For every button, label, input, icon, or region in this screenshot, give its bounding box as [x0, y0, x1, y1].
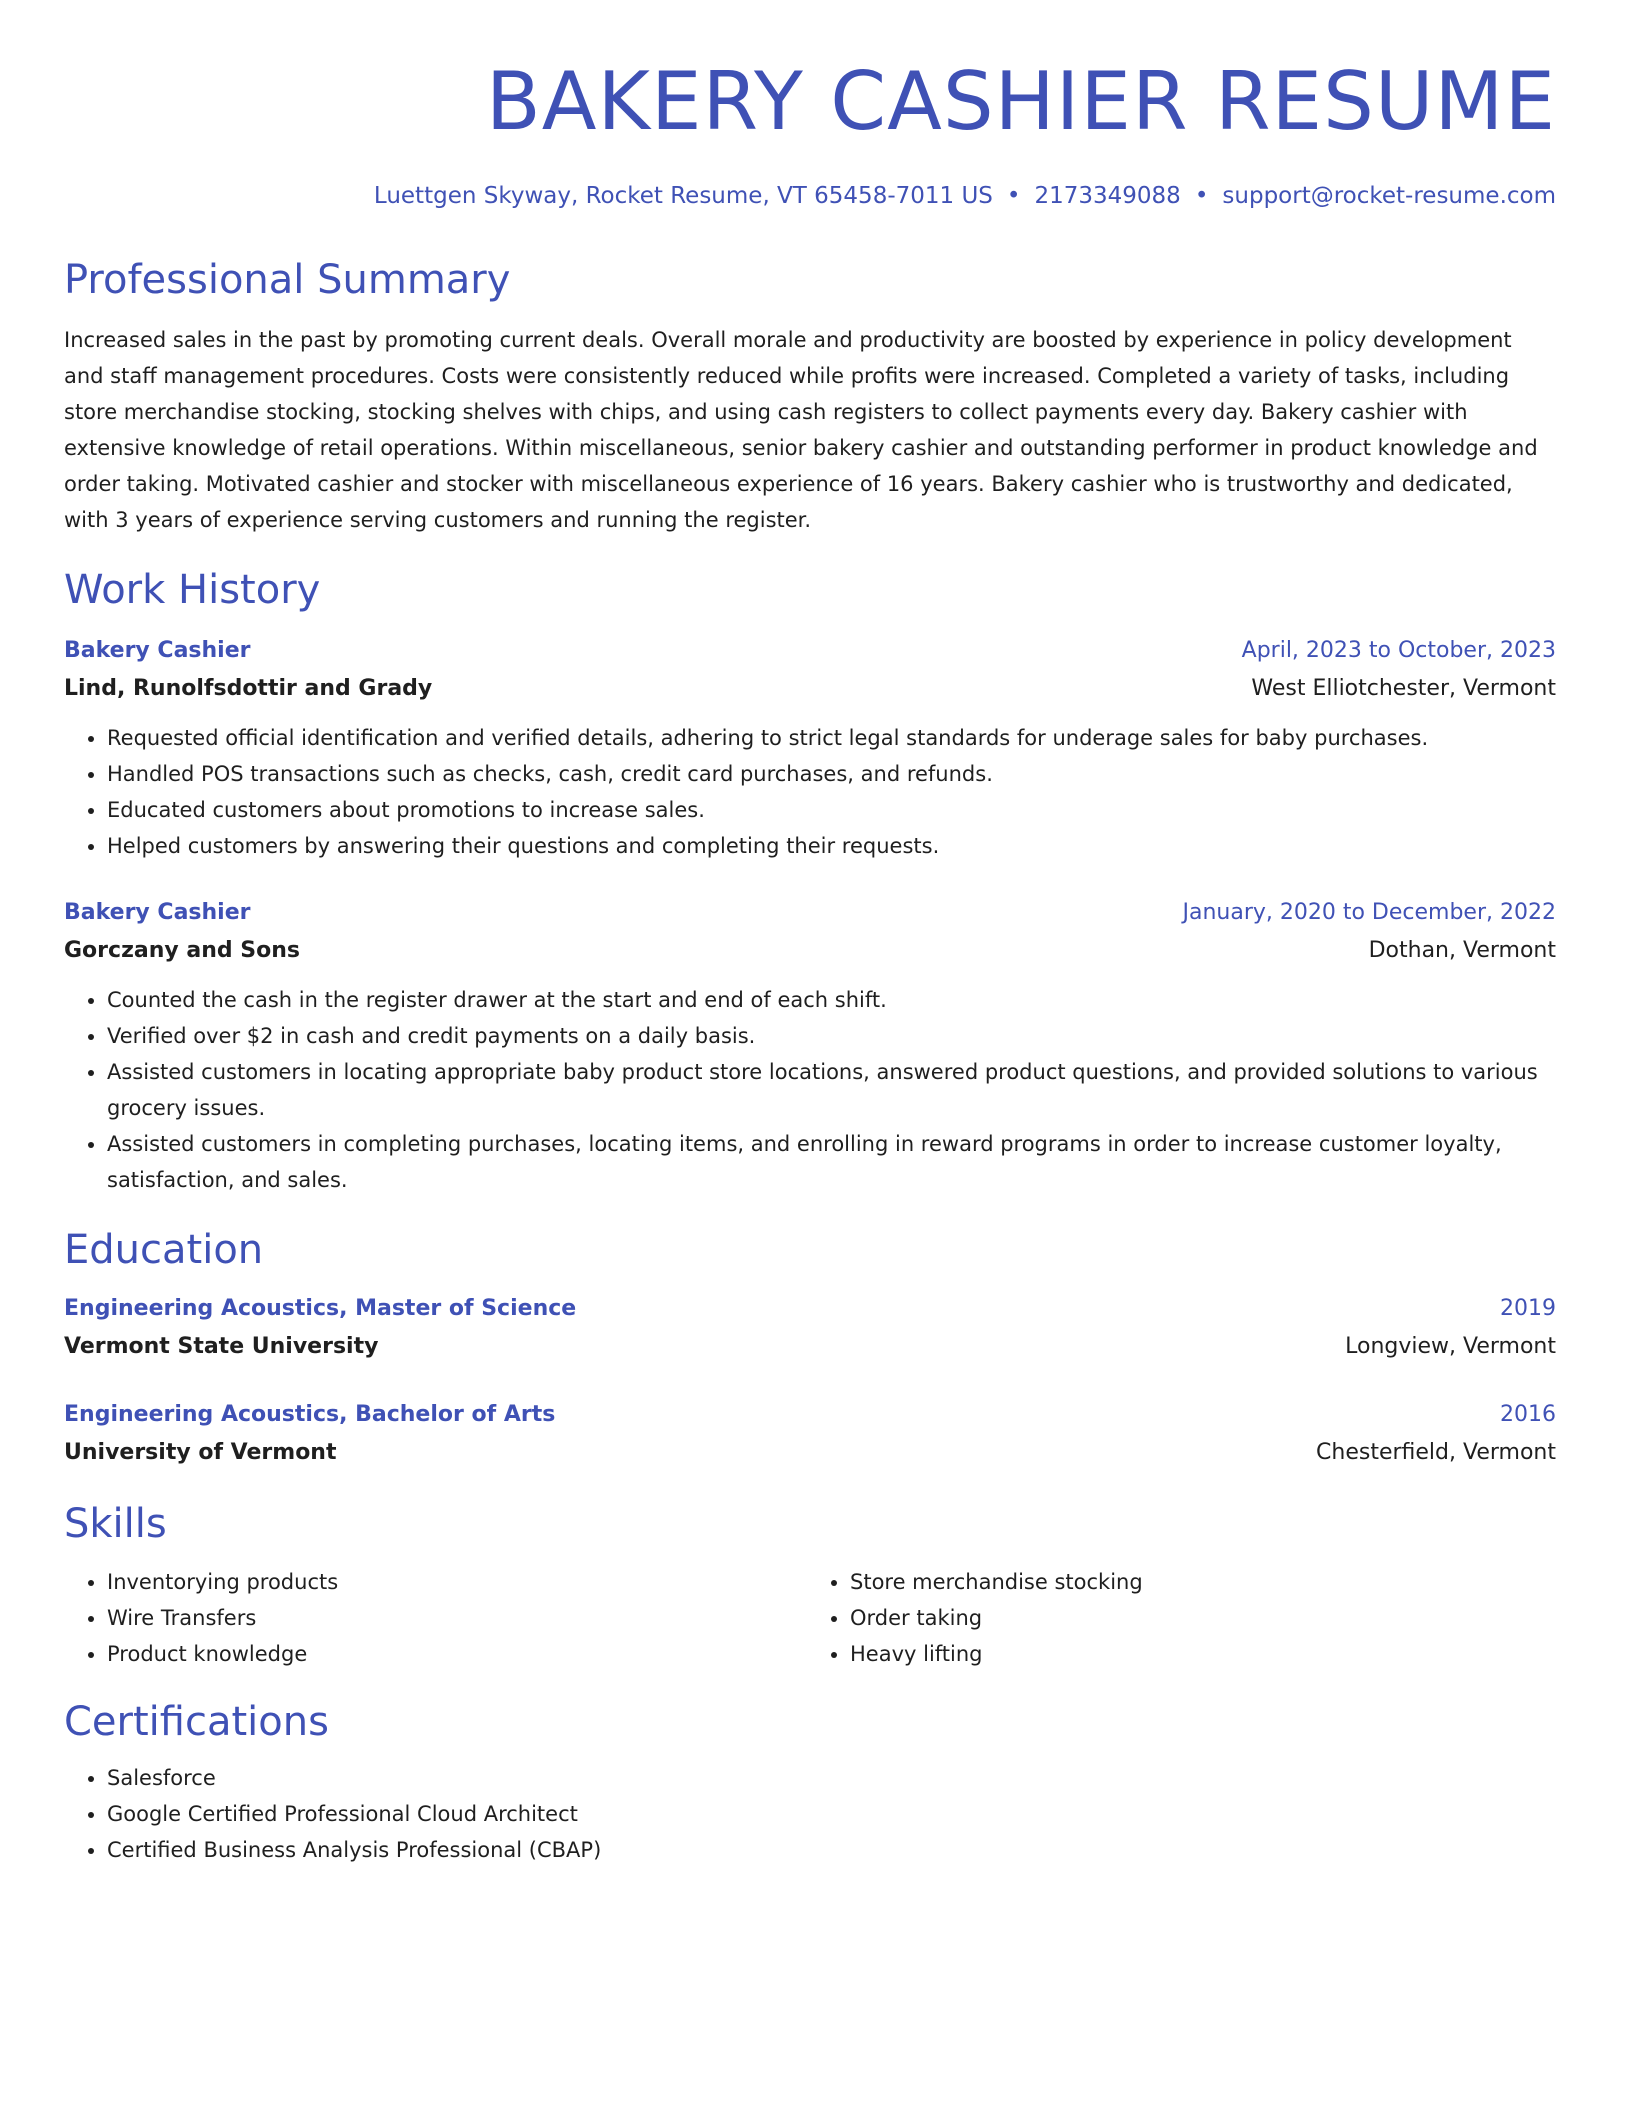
job-company-row: [64, 932, 1556, 970]
skill-item: • Inventorying products: [107, 1564, 807, 1600]
job-dates: April, 2023 to October, 2023: [1241, 638, 1556, 663]
education-location: Chesterfield, Vermont: [1316, 1440, 1556, 1465]
contact-separator: •: [1194, 183, 1209, 209]
education-degree: Engineering Acoustics, Master of Science: [64, 1296, 577, 1321]
certification-item: • Certified Business Analysis Professional (CBAP): [107, 1832, 1556, 1868]
job-duty: • Handled POS transactions such as checks, cash, credit card purchases, and refunds.: [107, 756, 1556, 792]
job-entry: [64, 632, 1556, 864]
job-entry: [64, 894, 1556, 1198]
education-header-row: [64, 1396, 1556, 1434]
summary-heading: Professional Summary: [64, 257, 511, 303]
job-duties-list: [64, 982, 1556, 1198]
certifications-list: [64, 1760, 1556, 1868]
certification-item: • Google Certified Professional Cloud Architect: [107, 1796, 1556, 1832]
summary-text: Increased sales in the past by promoting current deals. Overall morale and productivity are boosted by experience in policy development and staff management procedures. Costs were consistently reduced while profits were increased. Completed a variety of tasks, including store merchandise stocking, stocking shelves with chips, and using cash registers to collect payments every day. Bakery cashier with extensive knowledge of retail operations. Within miscellaneous, senior bakery cashier and outstanding performer in product knowledge and order taking. Motivated cashier and stocker with miscellaneous experience of 16 years. Bakery cashier who is trustworthy and dedicated, with 3 years of experience serving customers and running the register.: [64, 328, 1538, 532]
job-role: Bakery Cashier: [64, 638, 251, 663]
education-school: Vermont State University: [64, 1334, 379, 1359]
job-duty: • Educated customers about promotions to increase sales.: [107, 792, 1556, 828]
education-location: Longview, Vermont: [1345, 1334, 1556, 1359]
job-company: Lind, Runolfsdottir and Grady: [64, 676, 433, 701]
job-duty: • Assisted customers in completing purchases, locating items, and enrolling in reward programs in order to increase customer loyalty, satisfaction, and sales.: [107, 1126, 1556, 1198]
education-year: 2019: [1500, 1296, 1556, 1321]
resume-title: BAKERY CASHIER RESUME: [485, 55, 1556, 148]
job-company-row: [64, 670, 1556, 708]
resume-page: [64, 0, 1556, 1868]
certification-item: • Salesforce: [107, 1760, 1556, 1796]
skill-item: • Heavy lifting: [850, 1636, 1550, 1672]
skills-columns: [64, 1564, 1556, 1672]
education-entry: [64, 1290, 1556, 1366]
skills-list-left: [64, 1564, 807, 1672]
address-text: Luettgen Skyway, Rocket Resume, VT 65458-7011 US: [373, 183, 993, 209]
skill-item: • Order taking: [850, 1600, 1550, 1636]
email-link[interactable]: support@rocket-resume.com: [1222, 183, 1556, 209]
job-header-row: [64, 894, 1556, 932]
education-heading: Education: [64, 1227, 264, 1273]
skill-item: • Store merchandise stocking: [850, 1564, 1550, 1600]
job-header-row: [64, 632, 1556, 670]
job-company: Gorczany and Sons: [64, 938, 301, 963]
phone-text: 2173349088: [1034, 183, 1181, 209]
job-duties-list: [64, 720, 1556, 864]
certifications-heading: Certifications: [64, 1699, 329, 1745]
job-duty: • Counted the cash in the register drawer at the start and end of each shift.: [107, 982, 1556, 1018]
job-location: Dothan, Vermont: [1368, 938, 1556, 963]
skill-item: • Wire Transfers: [107, 1600, 807, 1636]
job-role: Bakery Cashier: [64, 900, 251, 925]
job-duty: • Helped customers by answering their questions and completing their requests.: [107, 828, 1556, 864]
education-school-row: [64, 1434, 1556, 1472]
job-location: West Elliotchester, Vermont: [1251, 676, 1556, 701]
education-entry: [64, 1396, 1556, 1472]
job-dates: January, 2020 to December, 2022: [1182, 900, 1556, 925]
skills-heading: Skills: [64, 1501, 167, 1547]
education-degree: Engineering Acoustics, Bachelor of Arts: [64, 1402, 556, 1427]
job-duty: • Assisted customers in locating appropriate baby product store locations, answered product questions, and provided solutions to various grocery issues.: [107, 1054, 1556, 1126]
skill-item: • Product knowledge: [107, 1636, 807, 1672]
job-duty: • Verified over $2 in cash and credit payments on a daily basis.: [107, 1018, 1556, 1054]
education-school-row: [64, 1328, 1556, 1366]
work-history-heading: Work History: [64, 567, 321, 613]
education-school: University of Vermont: [64, 1440, 337, 1465]
job-duty: • Requested official identification and verified details, adhering to strict legal standards for underage sales for baby purchases.: [107, 720, 1556, 756]
contact-separator: •: [1006, 183, 1021, 209]
education-year: 2016: [1500, 1402, 1556, 1427]
education-header-row: [64, 1290, 1556, 1328]
contact-line: [64, 180, 1556, 212]
skills-list-right: [807, 1564, 1550, 1672]
